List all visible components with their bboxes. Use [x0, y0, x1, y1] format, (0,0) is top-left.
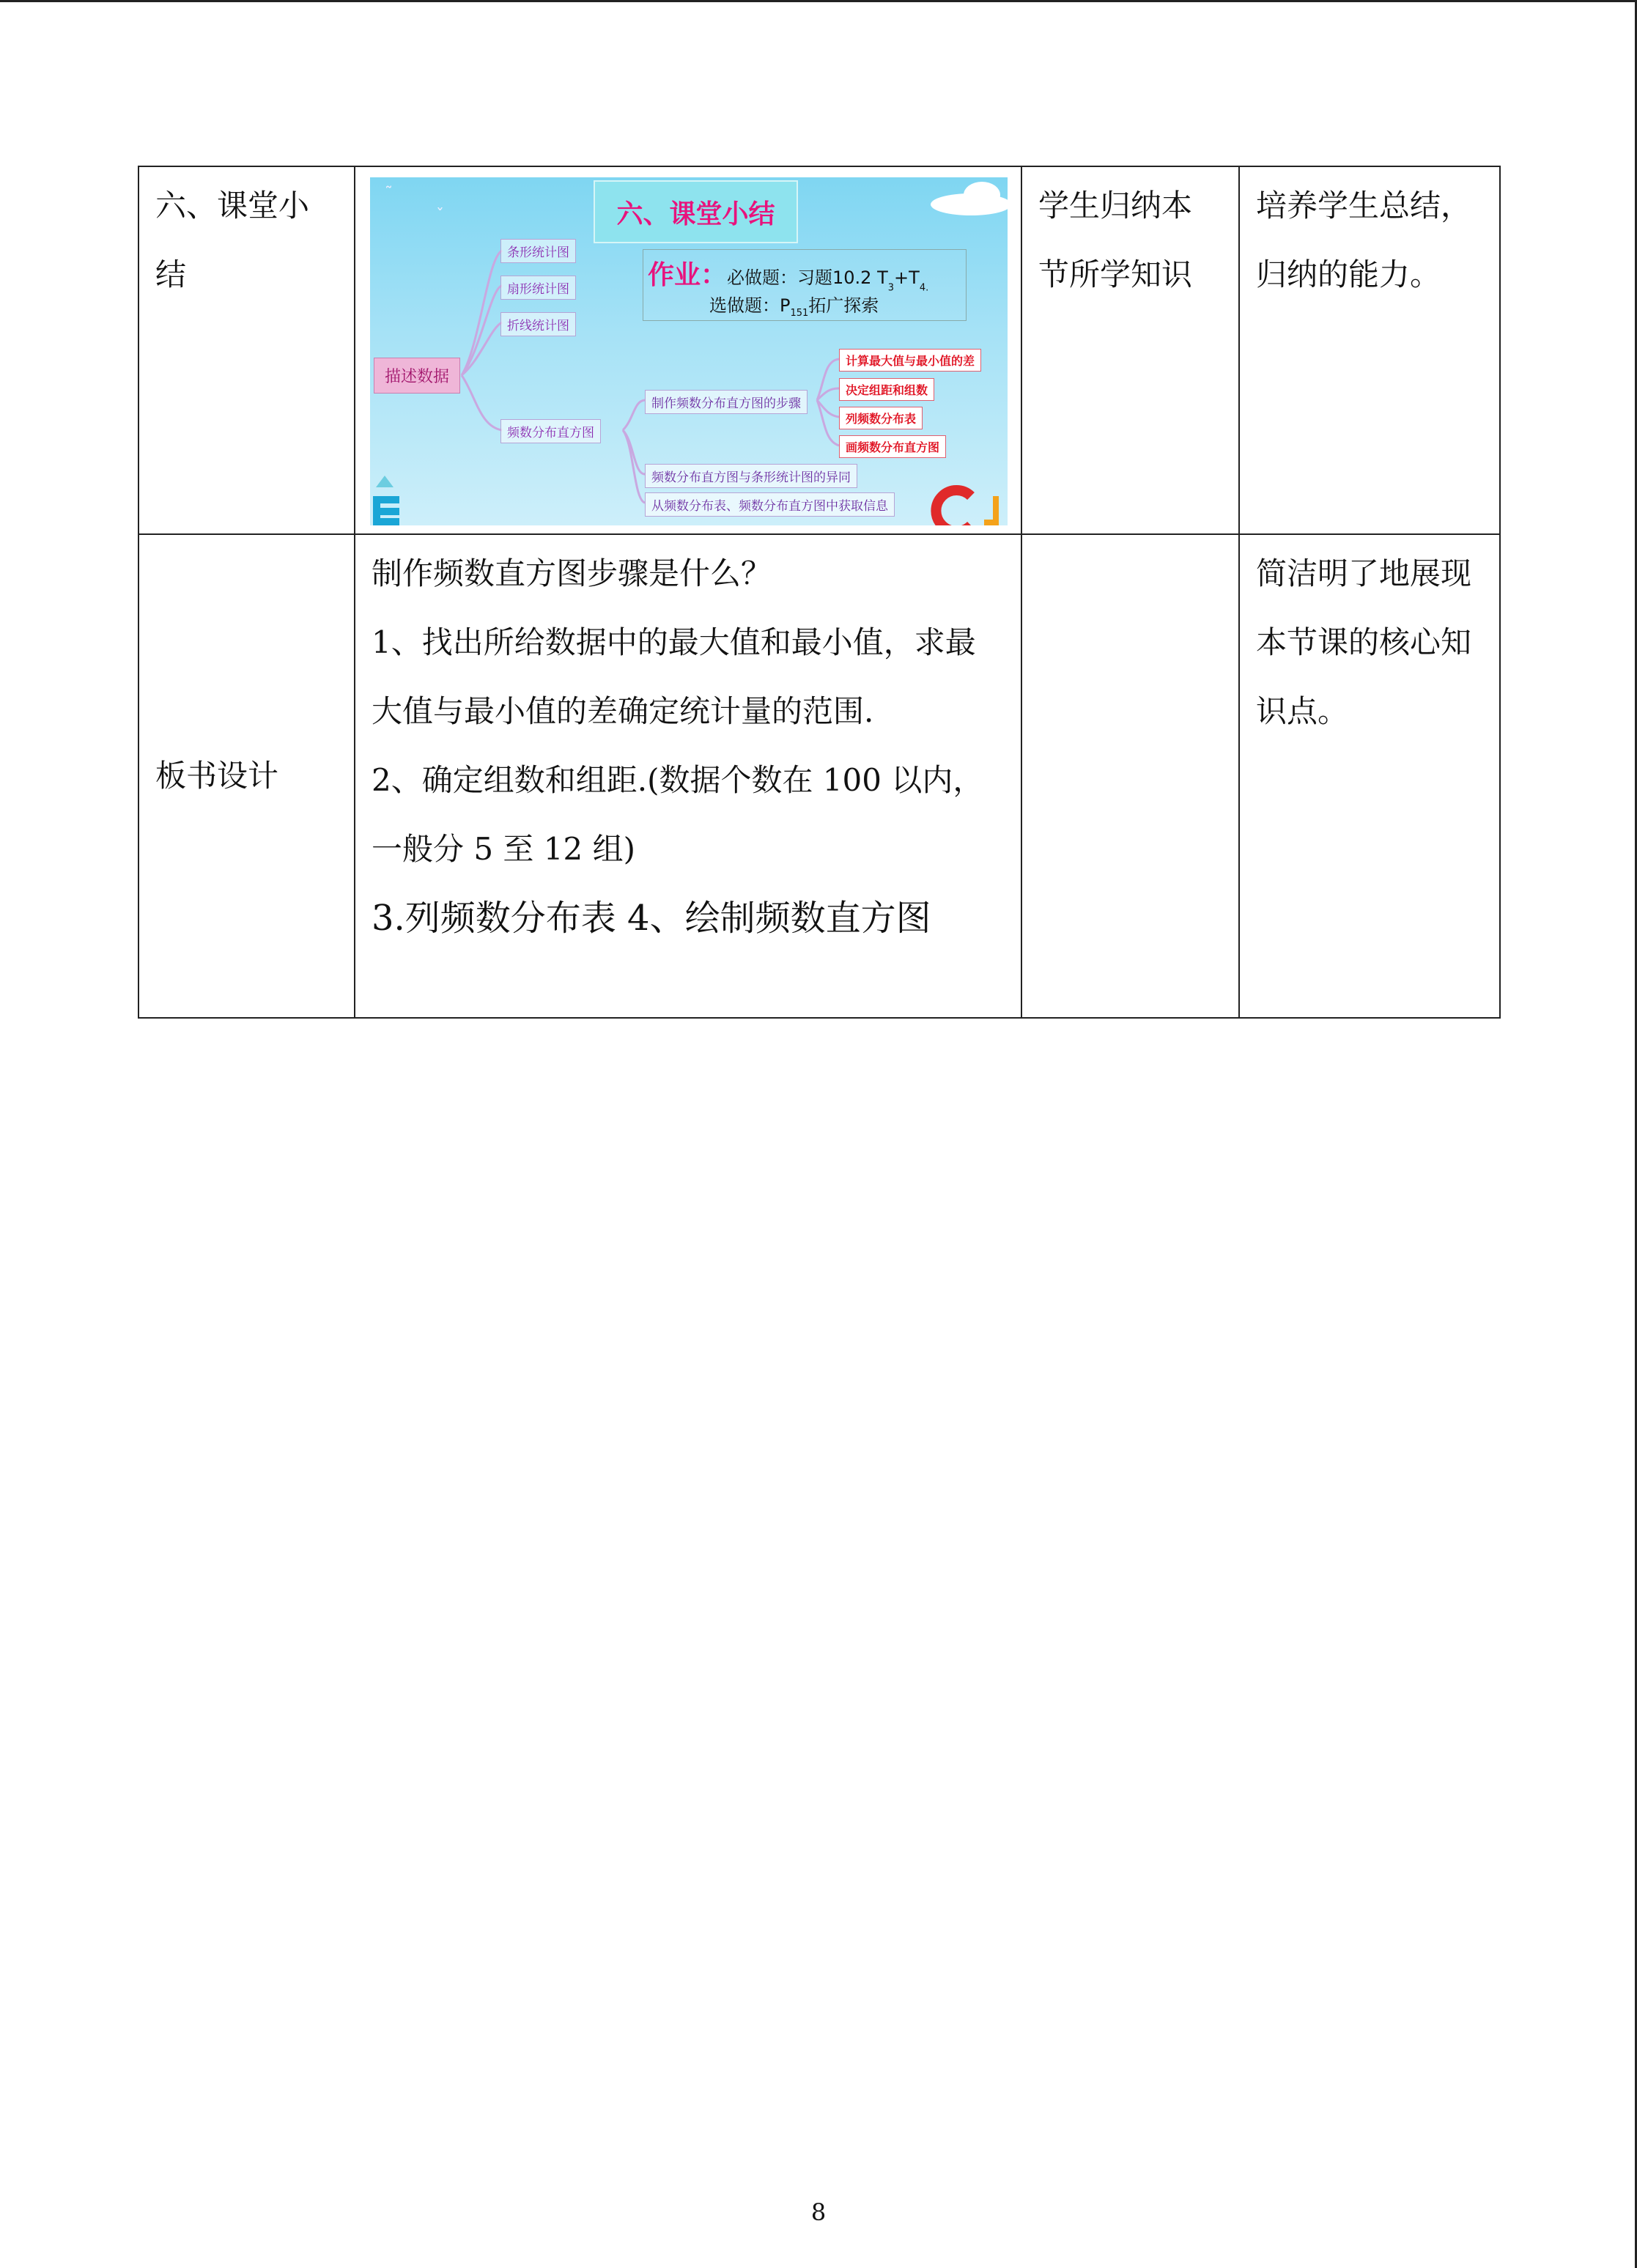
stage-cell: [138, 166, 355, 534]
mindmap-node: 从频数分布表、频数分布直方图中获取信息: [645, 492, 895, 517]
bird-icon: ˜: [385, 185, 393, 203]
slide-cell: [355, 166, 1021, 534]
mindmap-node: 频数分布直方图: [500, 419, 601, 443]
mindmap-step: 画频数分布直方图: [839, 435, 946, 458]
board-line: 2、确定组数和组距.(数据个数在 100 以内，一般分 5 至 12 组): [372, 762, 984, 867]
board-design-cell: [355, 534, 1021, 1018]
mindmap-step: 决定组距和组数: [839, 378, 934, 401]
mindmap-step: 计算最大值与最小值的差: [839, 349, 981, 372]
design-intent-cell: [1239, 534, 1500, 1018]
homework-optional: 选做题：$P_{151}$拓广探索: [709, 295, 879, 319]
cloud-icon: [920, 179, 1008, 215]
stage-label: 板书设计: [155, 758, 279, 794]
summary-slide-image: [370, 177, 1008, 525]
design-intent-cell: [1239, 166, 1500, 534]
design-intent-text: 简洁明了地展现本节课的核心知识点。: [1256, 555, 1472, 729]
design-intent-text: 培养学生总结，归纳的能力。: [1256, 188, 1472, 292]
stage-label: 六、课堂小结: [155, 188, 310, 292]
board-line: 3.列频数分布表 4、绘制频数直方图: [372, 898, 931, 939]
homework-box: [643, 249, 967, 321]
stage-cell: [138, 534, 355, 1018]
mindmap-root: 描述数据: [374, 358, 460, 394]
page-border-top: [0, 0, 1637, 2]
mindmap-node: 条形统计图: [500, 239, 576, 263]
logo-icon: [927, 481, 1008, 525]
page-number: 8: [810, 2198, 827, 2226]
mindmap-node: 扇形统计图: [500, 276, 576, 300]
mindmap-node: 折线统计图: [500, 312, 576, 336]
slide-title: 六、课堂小结: [594, 180, 798, 243]
student-activity-cell: [1021, 166, 1239, 534]
student-activity-cell: [1021, 534, 1239, 1018]
mindmap-node: 频数分布直方图与条形统计图的异同: [645, 464, 857, 488]
logo-icon: [370, 474, 407, 525]
board-line: 制作频数直方图步骤是什么？: [372, 555, 772, 591]
table-row: [138, 166, 1500, 534]
table-row: [138, 534, 1500, 1018]
lesson-plan-table: [138, 166, 1501, 1019]
mindmap-step: 列频数分布表: [839, 407, 923, 429]
student-activity-text: 学生归纳本节所学知识: [1038, 188, 1193, 292]
homework-required: 作业：必做题：习题10.2 $T_3+T_{4.}$: [648, 260, 929, 294]
board-line: 1、找出所给数据中的最大值和最小值，求最大值与最小值的差确定统计量的范围.: [372, 624, 976, 729]
mindmap-node: 制作频数分布直方图的步骤: [645, 390, 808, 414]
bird-icon: ˇ: [436, 207, 444, 225]
